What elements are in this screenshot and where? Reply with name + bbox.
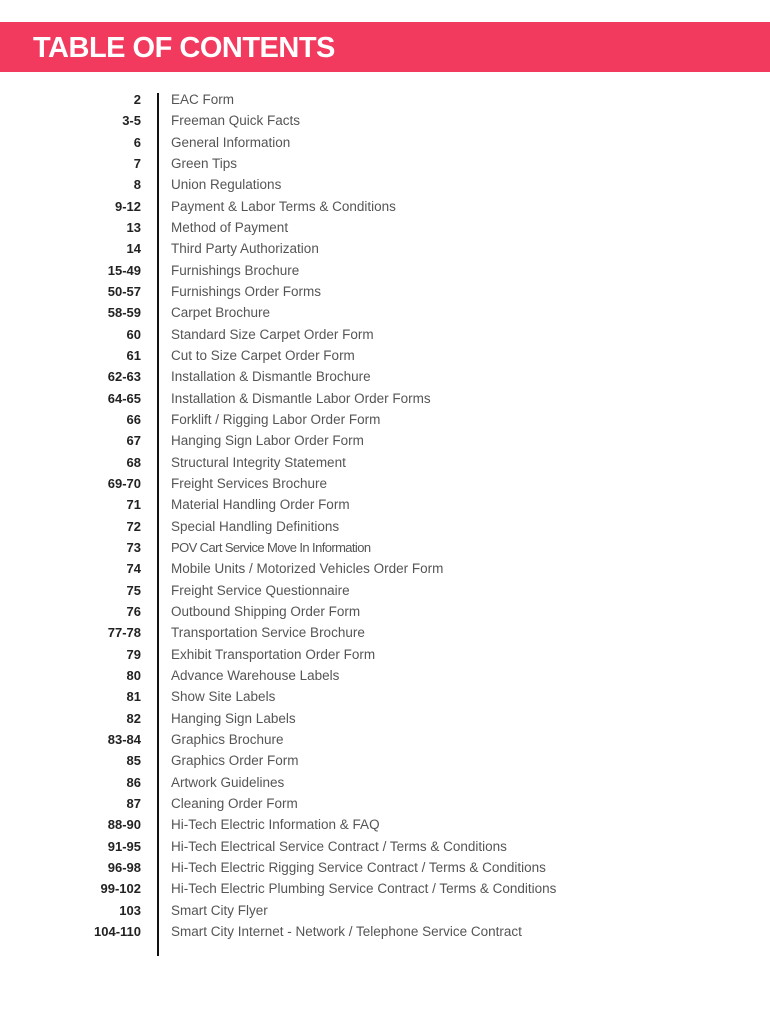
toc-entry[interactable] [0, 473, 770, 494]
toc-entry-title: Third Party Authorization [171, 241, 319, 257]
toc-entry-title: Cleaning Order Form [171, 795, 298, 811]
toc-entry[interactable] [0, 750, 770, 771]
toc-entry[interactable] [0, 772, 770, 793]
toc-entry[interactable] [0, 196, 770, 217]
toc-entry-title: Payment & Labor Terms & Conditions [171, 198, 396, 214]
toc-entry-title: Union Regulations [171, 177, 282, 193]
toc-entry-title: Freight Services Brochure [171, 476, 328, 492]
toc-entry[interactable] [0, 409, 770, 430]
toc-entry[interactable] [0, 665, 770, 686]
toc-entry[interactable] [0, 452, 770, 473]
toc-entry[interactable] [0, 537, 770, 558]
toc-page-range: 80 [126, 668, 141, 684]
toc-entry-title: Installation & Dismantle Brochure [171, 369, 371, 385]
toc-entry[interactable] [0, 729, 770, 750]
toc-list [0, 89, 770, 942]
header-banner [0, 22, 770, 72]
toc-entry-title: Smart City Internet - Network / Telephone Service Contract [171, 923, 522, 939]
toc-entry-title: Smart City Flyer [171, 902, 268, 918]
toc-page-range: 82 [126, 710, 141, 726]
toc-entry-title: Furnishings Brochure [171, 262, 300, 278]
toc-entry[interactable] [0, 281, 770, 302]
toc-entry[interactable] [0, 366, 770, 387]
toc-entry-title: Carpet Brochure [171, 305, 271, 321]
toc-entry-title: Hi-Tech Electric Plumbing Service Contract / Terms & Conditions [171, 881, 557, 897]
toc-entry[interactable] [0, 217, 770, 238]
toc-page-range: 58-59 [107, 305, 141, 321]
toc-entry-title: POV Cart Service Move In Information [171, 540, 371, 556]
toc-page-range: 66 [126, 412, 141, 428]
toc-entry[interactable] [0, 835, 770, 856]
toc-entry-title: Artwork Guidelines [171, 774, 285, 790]
toc-entry[interactable] [0, 110, 770, 131]
toc-entry[interactable] [0, 558, 770, 579]
toc-entry[interactable] [0, 132, 770, 153]
toc-entry[interactable] [0, 174, 770, 195]
toc-entry-title: Hi-Tech Electrical Service Contract / Terms & Conditions [171, 838, 507, 854]
toc-page-range: 81 [126, 689, 141, 705]
toc-page-range: 99-102 [100, 881, 141, 897]
toc-page-range: 75 [126, 582, 141, 598]
toc-entry-title: Graphics Brochure [171, 732, 284, 747]
toc-entry-title: Freeman Quick Facts [171, 113, 301, 129]
toc-page-range: 68 [126, 454, 141, 470]
toc-entry-title: EAC Form [171, 92, 235, 108]
toc-page-range: 85 [126, 753, 141, 769]
toc-entry[interactable] [0, 345, 770, 366]
toc-entry[interactable] [0, 899, 770, 920]
toc-entry-title: Outbound Shipping Order Form [171, 604, 361, 620]
toc-page-range: 14 [126, 241, 141, 257]
toc-entry-title: Green Tips [171, 156, 238, 172]
toc-entry-title: Furnishings Order Forms [171, 284, 322, 300]
toc-entry[interactable] [0, 430, 770, 451]
toc-page-range: 64-65 [107, 390, 141, 406]
toc-entry-title: Material Handling Order Form [171, 497, 350, 513]
toc-entry[interactable] [0, 494, 770, 515]
toc-entry[interactable] [0, 324, 770, 345]
toc-page-range: 74 [126, 561, 141, 577]
toc-page-range: 67 [126, 433, 141, 449]
toc-page-range: 88-90 [107, 817, 141, 833]
toc-page-range: 104-110 [94, 923, 141, 939]
toc-page-range: 15-49 [107, 262, 141, 278]
toc-page-range: 8 [133, 177, 141, 193]
toc-page-range: 9-12 [114, 198, 141, 214]
toc-entry[interactable] [0, 857, 770, 878]
toc-page-range: 79 [126, 646, 141, 662]
toc-page-range: 62-63 [107, 369, 141, 385]
page-title: TABLE OF CONTENTS [33, 32, 335, 64]
toc-entry[interactable] [0, 302, 770, 323]
toc-entry-title: Mobile Units / Motorized Vehicles Order Form [171, 561, 444, 577]
toc-page-range: 61 [126, 348, 141, 364]
toc-entry-title: Hi-Tech Electric Information & FAQ [171, 817, 380, 833]
toc-entry[interactable] [0, 601, 770, 622]
toc-entry[interactable] [0, 238, 770, 259]
toc-page-range: 60 [126, 326, 141, 342]
toc-entry-title: Method of Payment [171, 220, 289, 236]
toc-page-range: 103 [119, 902, 141, 918]
toc-entry[interactable] [0, 260, 770, 281]
toc-page-range: 96-98 [107, 859, 141, 875]
toc-page-range: 86 [126, 774, 141, 790]
toc-page-range: 50-57 [107, 284, 141, 300]
toc-page-range: 73 [126, 540, 141, 556]
toc-entry[interactable] [0, 686, 770, 707]
toc-page-range: 87 [126, 795, 141, 811]
toc-entry-title: Advance Warehouse Labels [171, 668, 340, 684]
toc-entry-title: General Information [171, 134, 291, 150]
toc-entry[interactable] [0, 644, 770, 665]
toc-page-range: 71 [126, 497, 141, 513]
toc-page-range: 6 [133, 134, 141, 150]
toc-entry-title: Cut to Size Carpet Order Form [171, 348, 355, 364]
toc-page-range: 2 [133, 92, 141, 108]
toc-entry[interactable] [0, 814, 770, 835]
toc-entry[interactable] [0, 708, 770, 729]
toc-page-range: 77-78 [107, 625, 141, 641]
toc-entry-title: Standard Size Carpet Order Form [171, 326, 374, 342]
toc-entry[interactable] [0, 878, 770, 899]
toc-entry-title: Show Site Labels [171, 689, 276, 705]
toc-entry-title: Graphics Order Form [171, 753, 299, 769]
toc-page-range: 69-70 [107, 476, 141, 492]
toc-page-range: 72 [126, 518, 141, 534]
toc-entry-title: Freight Service Questionnaire [171, 582, 350, 598]
toc-page-range: 76 [126, 604, 141, 620]
toc-entry-title: Exhibit Transportation Order Form [171, 646, 376, 662]
toc-entry-title: Forklift / Rigging Labor Order Form [171, 412, 381, 428]
toc-entry-title: Hanging Sign Labor Order Form [171, 433, 364, 449]
toc-entry[interactable] [0, 153, 770, 174]
toc-entry[interactable] [0, 793, 770, 814]
toc-entry[interactable] [0, 89, 770, 110]
toc-page-range: 13 [126, 220, 141, 236]
toc-page-range: 83-84 [107, 732, 141, 747]
toc-page-range: 3-5 [122, 113, 141, 129]
toc-entry-title: Transportation Service Brochure [171, 625, 365, 641]
toc-entry[interactable] [0, 516, 770, 537]
toc-entry[interactable] [0, 622, 770, 643]
toc-entry[interactable] [0, 580, 770, 601]
toc-entry[interactable] [0, 921, 770, 942]
toc-entry-title: Structural Integrity Statement [171, 454, 346, 470]
toc-page-range: 7 [133, 156, 141, 172]
toc-entry-title: Hanging Sign Labels [171, 710, 296, 726]
toc-entry-title: Special Handling Definitions [171, 518, 340, 534]
toc-entry[interactable] [0, 388, 770, 409]
toc-page-range: 91-95 [107, 838, 141, 854]
toc-entry-title: Hi-Tech Electric Rigging Service Contract / Terms & Conditions [171, 859, 546, 875]
toc-entry-title: Installation & Dismantle Labor Order Forms [171, 390, 431, 406]
